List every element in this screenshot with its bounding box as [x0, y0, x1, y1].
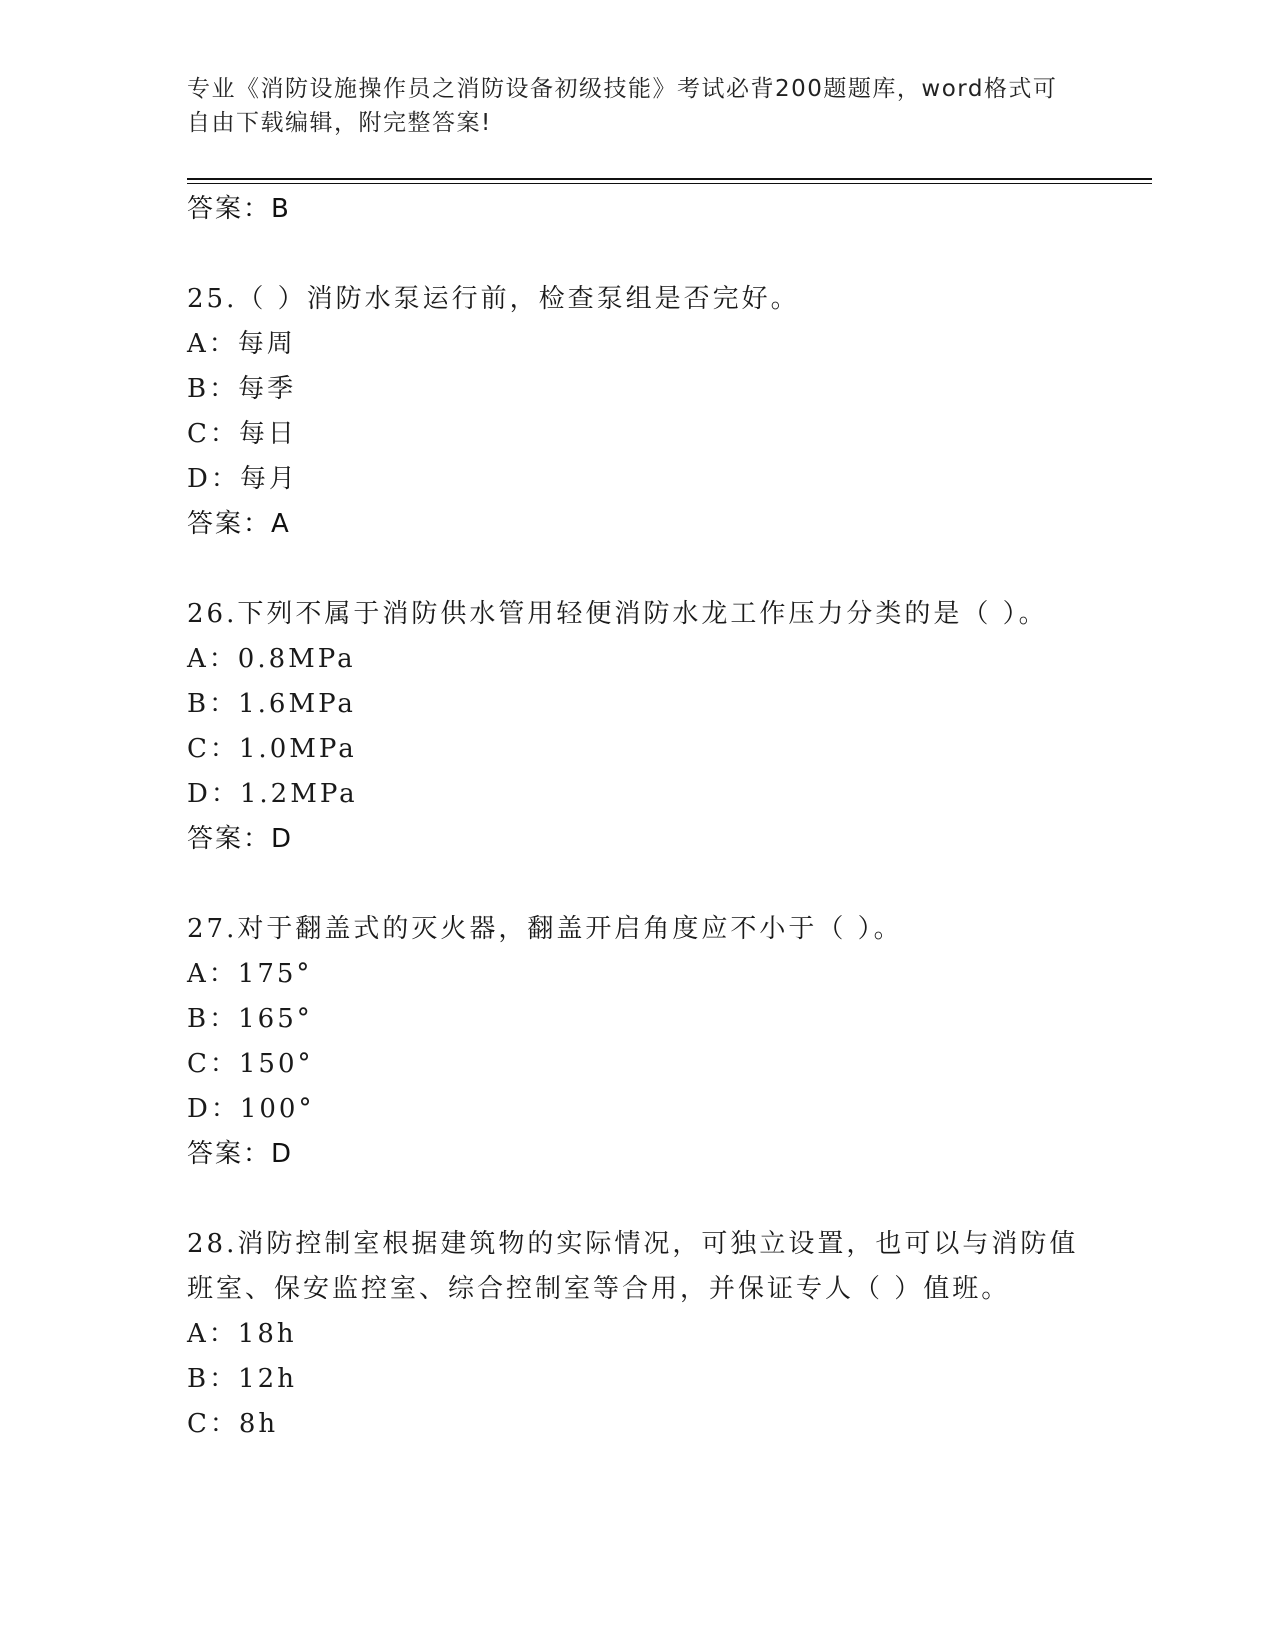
header-rule-thick — [187, 178, 1152, 180]
question-26-option-d: D：1.2MPa — [187, 779, 358, 809]
question-27-option-c: C：150° — [187, 1049, 314, 1079]
question-25-option-a: A：每周 — [187, 329, 296, 359]
question-25-option-c: C：每日 — [187, 419, 297, 449]
question-26-option-c: C：1.0MPa — [187, 734, 357, 764]
header-line-2: 自由下载编辑，附完整答案! — [187, 110, 492, 136]
question-28-option-b: B：12h — [187, 1364, 297, 1394]
answer-25: 答案：A — [187, 509, 291, 539]
question-28-option-c: C：8h — [187, 1409, 279, 1439]
question-28-stem-line-1: 28.消防控制室根据建筑物的实际情况，可独立设置，也可以与消防值 — [187, 1229, 1079, 1259]
question-27-option-b: B：165° — [187, 1004, 313, 1034]
header-line-1: 专业《消防设施操作员之消防设备初级技能》考试必背200题题库，word格式可 — [187, 76, 1058, 102]
document-header — [187, 72, 1067, 140]
question-25-option-d: D：每月 — [187, 464, 298, 494]
question-27-stem: 27.对于翻盖式的灭火器，翻盖开启角度应不小于（ ）。 — [187, 914, 903, 944]
question-27-option-d: D：100° — [187, 1094, 315, 1124]
question-28-option-a: A：18h — [187, 1319, 297, 1349]
header-rule-thin — [187, 183, 1152, 184]
question-25-option-b: B：每季 — [187, 374, 297, 404]
question-26-stem: 26.下列不属于消防供水管用轻便消防水龙工作压力分类的是（ ）。 — [187, 599, 1048, 629]
question-28-stem-line-2: 班室、保安监控室、综合控制室等合用，并保证专人（ ）值班。 — [187, 1274, 1011, 1304]
answer-26: 答案：D — [187, 824, 294, 854]
question-26-option-b: B：1.6MPa — [187, 689, 356, 719]
question-26-option-a: A：0.8MPa — [187, 644, 356, 674]
question-25-stem: 25.（ ）消防水泵运行前，检查泵组是否完好。 — [187, 284, 800, 314]
question-27-option-a: A：175° — [187, 959, 313, 989]
answer-27: 答案：D — [187, 1139, 294, 1169]
answer-24: 答案：B — [187, 194, 291, 224]
